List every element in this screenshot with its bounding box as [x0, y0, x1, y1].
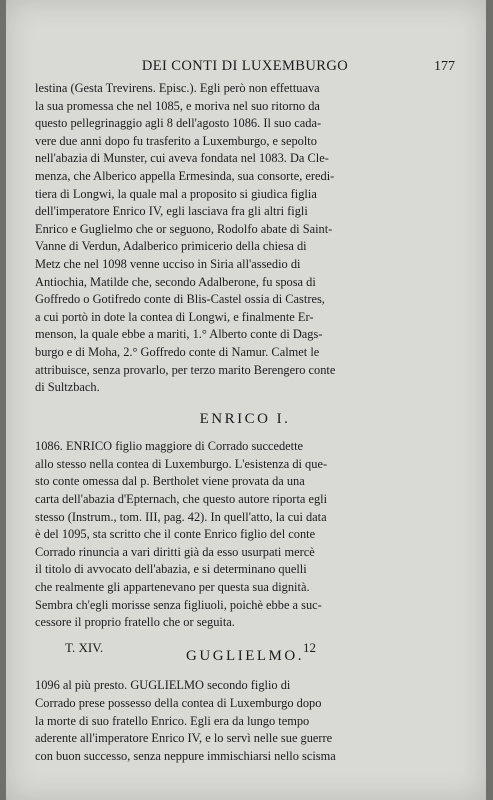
- paragraph-3: [35, 677, 455, 765]
- text-line: attribuisce, senza provarlo, per terzo marito Berengero conte: [35, 362, 336, 377]
- running-title: DEI CONTI DI LUXEMBURGO: [141, 58, 349, 74]
- text-line: stesso (Instrum., tom. III, pag. 42). In quell'atto, la cui data: [35, 509, 327, 524]
- text-line: menson, la quale ebbe a mariti, 1.° Alberto conte di Dags-: [35, 327, 323, 342]
- book-page: [6, 0, 486, 800]
- volume-mark: T. XIV.: [65, 640, 104, 655]
- text-line: cessore il proprio fratello che or seguita.: [35, 615, 235, 630]
- text-line: Antiochia, Matilde che, secondo Adalberone, fu sposa di: [35, 274, 316, 289]
- text-line: che realmente gli appartenevano per questa sua dignità.: [35, 580, 310, 595]
- text-line: la sua promessa che nel 1085, e moriva nel suo ritorno da: [35, 98, 320, 113]
- text-line: tiera di Longwi, la quale mal a proposito si giudica figlia: [35, 186, 317, 201]
- signature-mark: 12: [303, 640, 316, 655]
- text-line: Goffredo o Gotifredo conte di Blis-Castel ossia di Castres,: [35, 292, 325, 307]
- text-line: burgo e di Moha, 2.° Goffredo conte di Namur. Calmet le: [35, 344, 320, 359]
- text-line: questo pellegrinaggio agli 8 dell'agosto 1086. Il suo cada-: [35, 116, 322, 131]
- page-text: [35, 58, 455, 765]
- text-line: il titolo di avvocato dell'abazia, e si determinano quelli: [35, 562, 307, 577]
- text-line: aderente all'imperatore Enrico IV, e lo servì nelle sue guerre: [35, 731, 333, 746]
- text-line: sto conte omessa dal p. Bertholet viene provata da una: [35, 474, 305, 489]
- text-line: Metz che nel 1098 venne ucciso in Siria all'assedio di: [35, 256, 301, 271]
- section-heading-guglielmo: GUGLIELMO.: [186, 647, 304, 664]
- page-number: 177: [434, 59, 455, 74]
- text-line: la morte di suo fratello Enrico. Egli era da lungo tempo: [35, 713, 310, 728]
- text-line: nell'abazia di Munster, cui aveva fondata nel 1083. Da Cle-: [35, 151, 329, 166]
- text-line: Sembra ch'egli morisse senza figliuoli, poichè ebbe a suc-: [35, 597, 322, 612]
- paragraph-1: [35, 80, 455, 397]
- text-line: carta dell'abazia d'Epternach, che questo autore riporta egli: [35, 492, 328, 507]
- text-line: allo stesso nella contea di Luxemburgo. L'esistenza di que-: [35, 456, 328, 471]
- text-line: Corrado prese possesso della contea di Luxemburgo dopo: [35, 696, 322, 710]
- text-line: 1096 al più presto. GUGLIELMO secondo figlio di: [35, 678, 291, 693]
- text-line: a cui portò in dote la contea di Longwi, e finalmente Er-: [35, 309, 314, 324]
- text-line: menza, che Alberico appella Ermesinda, sua consorte, eredi-: [35, 168, 335, 183]
- text-line: vere due anni dopo fu trasferito a Luxemburgo, e sepolto: [35, 133, 317, 148]
- text-line: lestina (Gesta Trevirens. Episc.). Egli però non effettuava: [35, 81, 320, 95]
- text-line: dell'imperatore Enrico IV, egli lasciava fra gli altri figli: [35, 204, 308, 219]
- text-line: con buon successo, senza neppure immischiarsi nello scisma: [35, 748, 336, 763]
- page-header: [35, 58, 455, 80]
- text-line: Enrico e Guglielmo che or seguono, Rodolfo abate di Saint-: [35, 221, 333, 236]
- text-line: 1086. ENRICO figlio maggiore di Corrado succedette: [35, 439, 304, 454]
- text-line: è del 1095, sta scritto che il conte Enrico figlio del conte: [35, 527, 316, 542]
- text-line: di Sultzbach.: [35, 380, 100, 395]
- paragraph-2: [35, 438, 455, 632]
- text-line: Corrado rinuncia a vari diritti già da esso usurpati mercè: [35, 544, 315, 559]
- text-line: Vanne di Verdun, Adalberico primicerio della chiesa di: [35, 239, 307, 254]
- section-heading-enrico: ENRICO I.: [199, 410, 291, 427]
